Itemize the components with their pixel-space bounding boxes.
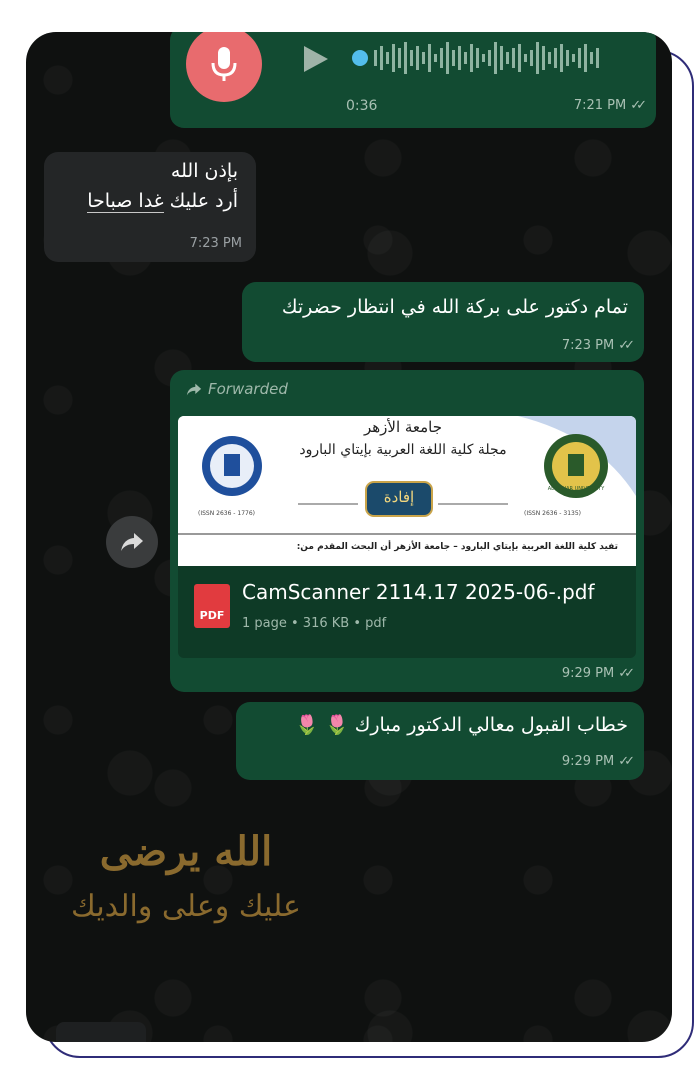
preview-issn-left: (ISSN 2636 - 3135)	[524, 510, 581, 517]
chat-background	[26, 32, 672, 1042]
read-ticks-icon: ✓✓	[630, 98, 642, 113]
play-icon[interactable]	[302, 44, 330, 78]
read-ticks-icon: ✓✓	[618, 666, 630, 681]
incoming-message-bubble[interactable]	[44, 152, 256, 262]
audio-waveform[interactable]	[352, 38, 612, 78]
voice-message-bubble[interactable]	[170, 32, 656, 128]
message-time: 7:23 PM ✓✓	[561, 338, 630, 353]
message-time: 7:23 PM	[189, 236, 242, 251]
date-link[interactable]: غدا صباحا	[87, 190, 164, 212]
message-body: خطاب القبول معالي الدكتور مبارك	[354, 714, 628, 736]
preview-badge: إفادة	[383, 488, 415, 506]
message-time: 9:29 PM ✓✓	[561, 754, 630, 769]
sticker-line-2: عليك وعلى والديك	[71, 889, 301, 924]
file-info: 1 page • 316 KB • pdf	[242, 616, 387, 631]
preview-seal-text: AL-AZHAR UNIVERSITY	[547, 486, 605, 492]
message-line-1: بإذن الله	[170, 160, 238, 182]
preview-university: جامعة الأزهر	[363, 418, 443, 436]
forwarded-label: Forwarded	[186, 380, 288, 398]
forwarded-document-bubble[interactable]	[170, 370, 644, 692]
microphone-icon	[186, 32, 262, 102]
preview-issn-right: (ISSN 2636 - 1776)	[198, 510, 255, 517]
sticker-line-1: الله يرضى	[99, 828, 273, 875]
forwarded-icon	[186, 383, 202, 396]
calligraphy-sticker[interactable]	[56, 822, 316, 992]
document-info[interactable]	[178, 566, 636, 658]
scroll-down-button[interactable]	[56, 1022, 146, 1042]
outgoing-message-bubble[interactable]	[242, 282, 644, 362]
document-preview[interactable]	[178, 416, 636, 566]
message-line-2-prefix: أرد عليك	[163, 190, 238, 212]
file-name: CamScanner 2114.17 2025-06-.pdf	[242, 580, 595, 604]
message-line-2	[48, 186, 238, 216]
read-ticks-icon: ✓✓	[618, 754, 630, 769]
message-time: 7:21 PM ✓✓	[573, 98, 642, 113]
forward-arrow-icon	[120, 532, 144, 552]
read-ticks-icon: ✓✓	[618, 338, 630, 353]
pdf-file-icon: PDF	[194, 584, 230, 628]
voice-duration: 0:36	[346, 98, 378, 114]
preview-journal: مجلة كلية اللغة العربية بإيتاي البارود	[299, 442, 507, 458]
message-text	[248, 710, 628, 740]
tulip-emoji: 🌷 🌷	[295, 714, 349, 736]
message-text	[48, 156, 238, 216]
preview-statement: تفيد كلية اللغة العربية بإيتاي البارود – جامعة الأزهر أن البحث المقدم من:	[296, 542, 618, 552]
message-text: تمام دكتور على بركة الله في انتظار حضرتك	[281, 296, 628, 318]
outgoing-message-bubble-2[interactable]	[236, 702, 644, 780]
forward-button[interactable]	[106, 516, 158, 568]
message-time: 9:29 PM ✓✓	[561, 666, 630, 681]
